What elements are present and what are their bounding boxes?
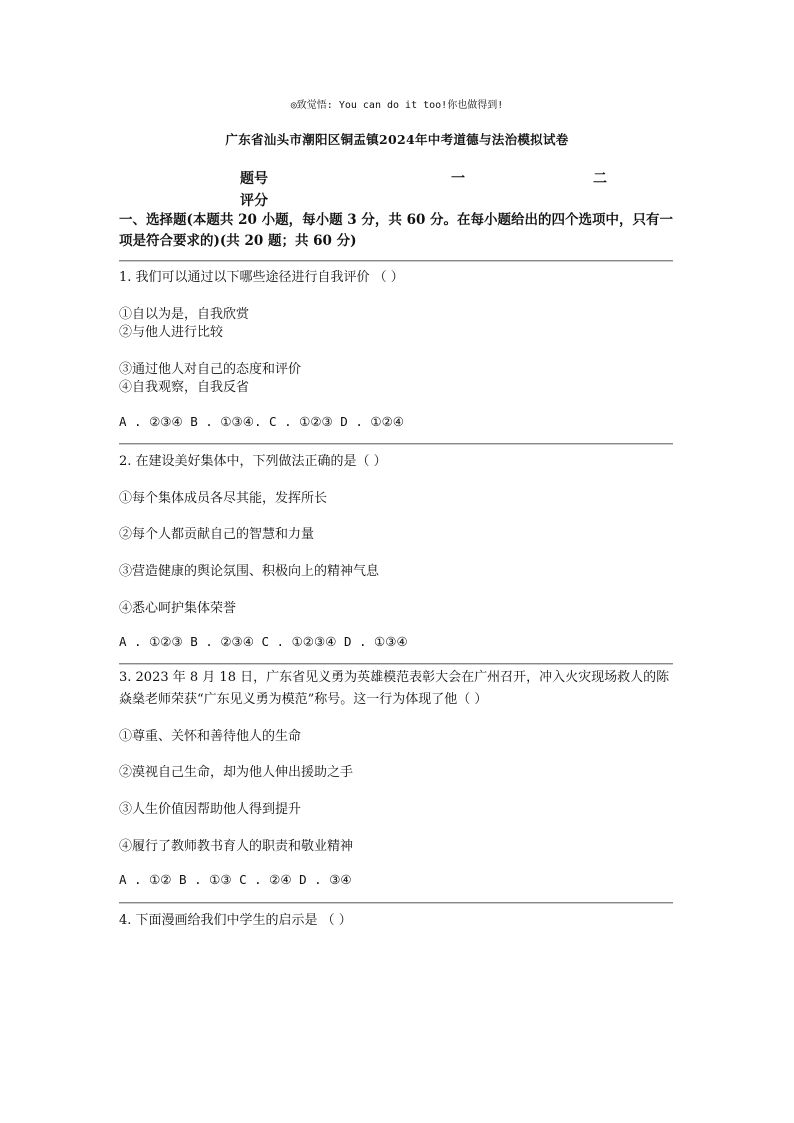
score-table-row-label-score: 评分: [240, 193, 268, 209]
question-option: ④履行了教师教书育人的职责和敬业精神: [119, 839, 354, 854]
question-option: ①尊重、关怀和善待他人的生命: [119, 729, 302, 744]
question-divider: [119, 663, 673, 665]
question-stem: 1. 我们可以通过以下哪些途径进行自我评价 （ ）: [119, 270, 404, 285]
question-option: ①每个集体成员各尽其能，发挥所长: [119, 491, 328, 506]
question-option: ④自我观察，自我反省: [119, 380, 250, 395]
question-option: ④悉心呵护集体荣誉: [119, 601, 237, 616]
question-option: ②漠视自己生命，却为他人伸出援助之手: [119, 765, 354, 780]
document-title: 广东省汕头市潮阳区铜盂镇2024年中考道德与法治模拟试卷: [225, 132, 569, 147]
question-divider: [119, 443, 673, 445]
answer-choices: A . ①②③ B . ②③④ C . ①②③④ D . ①③④: [119, 634, 408, 649]
question-stem: 3. 2023 年 8 月 18 日，广东省见义勇为英雄模范表彰大会在广州召开，冲入火灾现场救人的陈焱燊老师荣获“广东见义勇为模范”称号。这一行为体现了他（ ）: [119, 670, 670, 707]
question-option: ②与他人进行比较: [119, 325, 224, 340]
question-divider: [119, 902, 673, 904]
section-heading-multiple-choice: 一、选择题(本题共 20 小题，每小题 3 分，共 60 分。在每小题给出的四个选项中，只有一项是符合要求的)(共 20 题；共 60 分): [119, 212, 674, 249]
answer-choices: A . ②③④ B . ①③④. C . ①②③ D . ①②④: [119, 414, 404, 429]
header-note: ◎致觉悟: You can do it too!你也做得到!: [290, 100, 504, 111]
question-option: ①自以为是，自我欣赏: [119, 307, 250, 322]
score-table-column-two: 二: [593, 171, 607, 187]
question-stem: 4. 下面漫画给我们中学生的启示是 （ ）: [119, 913, 352, 928]
question-divider: [119, 260, 673, 262]
answer-choices: A . ①② B . ①③ C . ②④ D . ③④: [119, 872, 352, 887]
question-option: ③营造健康的舆论氛围、积极向上的精神气息: [119, 564, 380, 579]
question-stem: 2. 在建设美好集体中，下列做法正确的是（ ）: [119, 454, 387, 469]
question-option: ③通过他人对自己的态度和评价: [119, 362, 302, 377]
question-option: ③人生价值因帮助他人得到提升: [119, 802, 302, 817]
score-table-row-label-question-number: 题号: [240, 171, 268, 187]
question-option: ②每个人都贡献自己的智慧和力量: [119, 527, 315, 542]
score-table-column-one: 一: [451, 171, 465, 187]
